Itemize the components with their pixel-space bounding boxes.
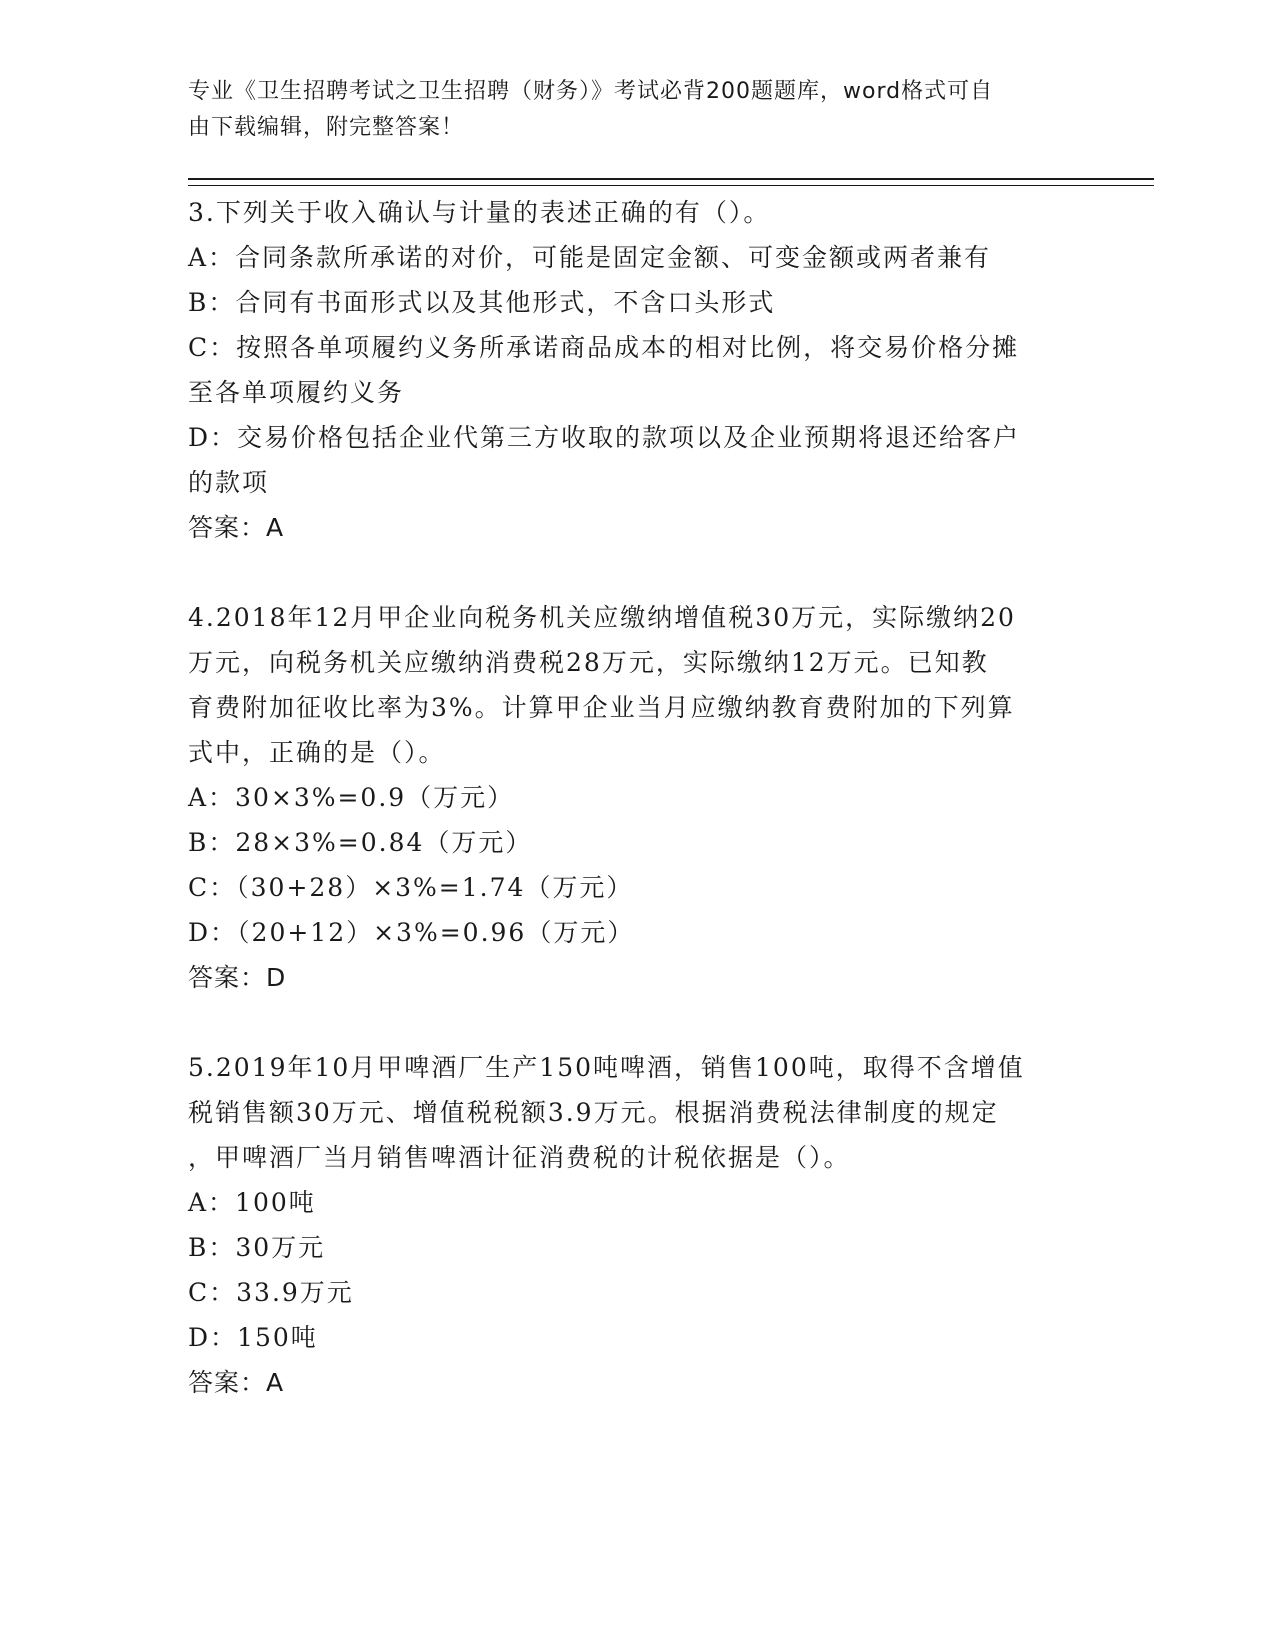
spacer [188, 550, 1078, 595]
answer-label: 答案：A [188, 1368, 285, 1397]
question-stem: 5.2019年10月甲啤酒厂生产150吨啤酒，销售100吨，取得不含增值 [188, 1053, 1025, 1082]
option-c: C：33.9万元 [188, 1278, 354, 1307]
option-b: B：28×3%=0.84（万元） [188, 828, 533, 857]
question-stem: 3.下列关于收入确认与计量的表述正确的有（）。 [188, 198, 771, 227]
header-divider-thin [188, 185, 1154, 186]
answer-label: 答案：A [188, 513, 285, 542]
header-line: 由下载编辑，附完整答案！ [188, 115, 465, 140]
header-line: 专业《卫生招聘考试之卫生招聘（财务）》考试必背200题题库，word格式可自 [188, 79, 994, 104]
question-item [188, 595, 1078, 1000]
option-a: A：30×3%=0.9（万元） [188, 783, 515, 812]
option-c: C：按照各单项履约义务所承诺商品成本的相对比例，将交易价格分摊 [188, 333, 1020, 362]
option-d: D：150吨 [188, 1323, 318, 1352]
option-b: B：合同有书面形式以及其他形式，不含口头形式 [188, 288, 776, 317]
question-stem-continued: ，甲啤酒厂当月销售啤酒计征消费税的计税依据是（）。 [188, 1143, 851, 1172]
question-list [188, 190, 1078, 1405]
document-header [188, 74, 1068, 146]
question-item [188, 190, 1078, 550]
option-d: D：（20+12）×3%=0.96（万元） [188, 918, 635, 947]
option-a: A：100吨 [188, 1188, 316, 1217]
question-item [188, 1045, 1078, 1405]
option-d: D：交易价格包括企业代第三方收取的款项以及企业预期将退还给客户 [188, 423, 1021, 452]
question-stem: 4.2018年12月甲企业向税务机关应缴纳增值税30万元，实际缴纳20 [188, 603, 1016, 632]
option-c-continued: 至各单项履约义务 [188, 378, 405, 407]
question-stem-continued: 万元，向税务机关应缴纳消费税28万元，实际缴纳12万元。已知教 [188, 648, 989, 677]
option-c: C：（30+28）×3%=1.74（万元） [188, 873, 634, 902]
question-stem-continued: 税销售额30万元、增值税税额3.9万元。根据消费税法律制度的规定 [188, 1098, 999, 1127]
spacer [188, 1000, 1078, 1045]
question-stem-continued: 式中，正确的是（）。 [188, 738, 446, 767]
answer-label: 答案：D [188, 963, 287, 992]
option-a: A：合同条款所承诺的对价，可能是固定金额、可变金额或两者兼有 [188, 243, 992, 272]
option-b: B：30万元 [188, 1233, 326, 1262]
header-divider [188, 178, 1154, 180]
question-stem-continued: 育费附加征收比率为3%。计算甲企业当月应缴纳教育费附加的下列算 [188, 693, 1015, 722]
option-d-continued: 的款项 [188, 468, 270, 497]
